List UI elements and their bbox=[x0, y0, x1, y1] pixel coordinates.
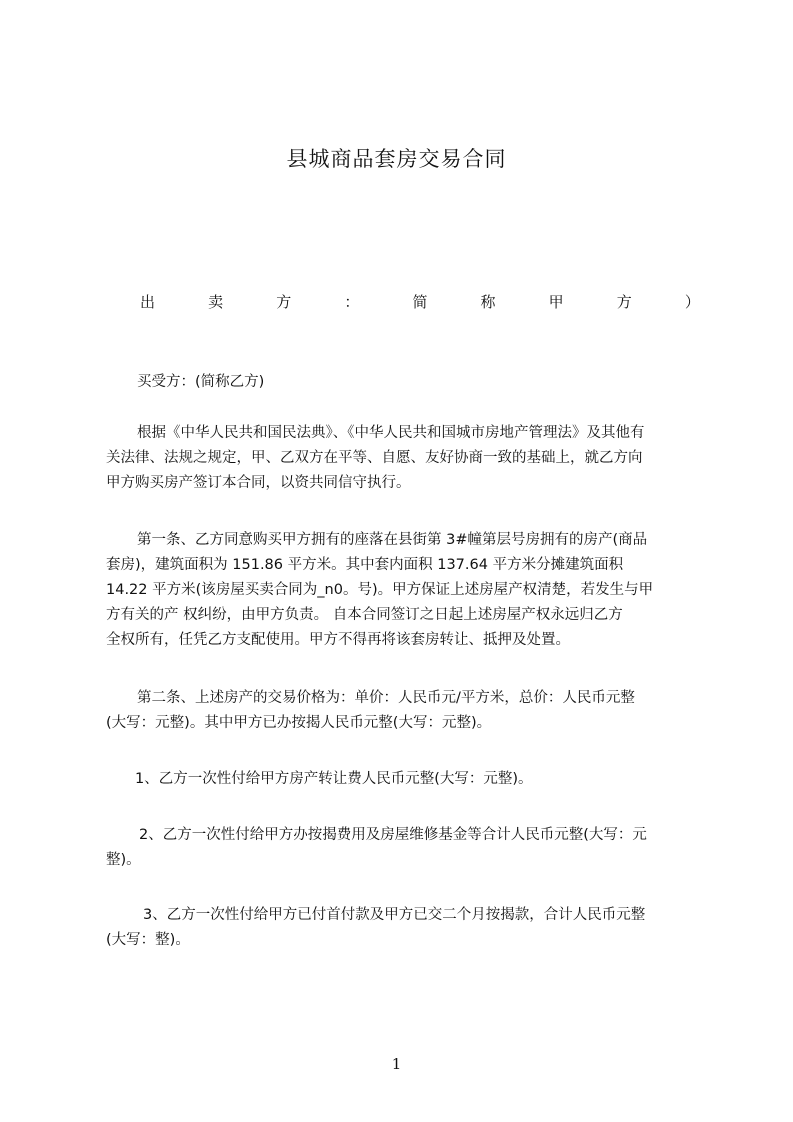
paragraph-line: 全权所有，任凭乙方支配使用。甲方不得再将该套房转让、抵押及处置。 bbox=[106, 632, 570, 648]
contract-title: 县城商品套房交易合同 bbox=[286, 147, 507, 171]
buyer-text: 买受方：(简称乙方) bbox=[137, 374, 265, 390]
payment-item-3 bbox=[106, 903, 702, 953]
seller-char: 出 bbox=[140, 293, 156, 311]
paragraph-line: (大写：元整)。其中甲方已办按揭人民币元整(大写：元整)。 bbox=[106, 715, 492, 731]
seller-char: 甲 bbox=[548, 293, 564, 311]
preamble-paragraph bbox=[106, 421, 702, 496]
seller-char: 卖 bbox=[208, 293, 224, 311]
paragraph-line: 2、乙方一次性付给甲方办按揭费用及房屋维修基金等合计人民币元整(大写：元 bbox=[139, 827, 647, 843]
paragraph-line: 第二条、上述房产的交易价格为：单价：人民币元/平方米，总价：人民币元整 bbox=[137, 690, 635, 706]
seller-char: 方 bbox=[276, 293, 292, 311]
seller-char: ） bbox=[684, 293, 700, 311]
paragraph-line: (大写：整)。 bbox=[106, 932, 190, 948]
paragraph-line: 方有关的产 权纠纷，由甲方负责。 自本合同签订之日起上述房屋产权永远归乙方 bbox=[106, 607, 623, 623]
paragraph-line: 套房)，建筑面积为 151.86 平方米。其中套内面积 137.64 平方米分摊建筑面积 bbox=[106, 557, 624, 573]
article-1-paragraph bbox=[106, 528, 702, 653]
seller-char: ： bbox=[344, 293, 360, 311]
paragraph-line: 14.22 平方米(该房屋买卖合同为_n0。号)。甲方保证上述房屋产权清楚，若发生与甲 bbox=[106, 582, 654, 598]
article-2-paragraph bbox=[106, 686, 702, 736]
seller-char: 方 bbox=[616, 293, 632, 311]
buyer-line bbox=[106, 370, 702, 395]
paragraph-line: 关法律、法规之规定，甲、乙双方在平等、自愿、友好协商一致的基础上，就乙方向 bbox=[106, 450, 643, 466]
paragraph-line: 整)。 bbox=[106, 852, 141, 868]
seller-line bbox=[140, 291, 700, 312]
payment-item-1 bbox=[106, 767, 702, 792]
page-number: 1 bbox=[391, 1055, 402, 1073]
paragraph-line: 根据《中华人民共和国民法典》、《中华人民共和国城市房地产管理法》及其他有 bbox=[137, 425, 645, 441]
seller-char: 称 bbox=[480, 293, 496, 311]
seller-char: 简 bbox=[412, 293, 428, 311]
paragraph-line: 3、乙方一次性付给甲方已付首付款及甲方已交二个月按揭款，合计人民币元整 bbox=[143, 907, 646, 923]
paragraph-line: 1、乙方一次性付给甲方房产转让费人民币元整(大写：元整)。 bbox=[135, 771, 533, 787]
paragraph-line: 第一条、乙方同意购买甲方拥有的座落在县街第 3#幢第层号房拥有的房产(商品 bbox=[137, 532, 648, 548]
payment-item-2 bbox=[106, 823, 702, 873]
paragraph-line: 甲方购买房产签订本合同，以资共同信守执行。 bbox=[106, 475, 411, 491]
